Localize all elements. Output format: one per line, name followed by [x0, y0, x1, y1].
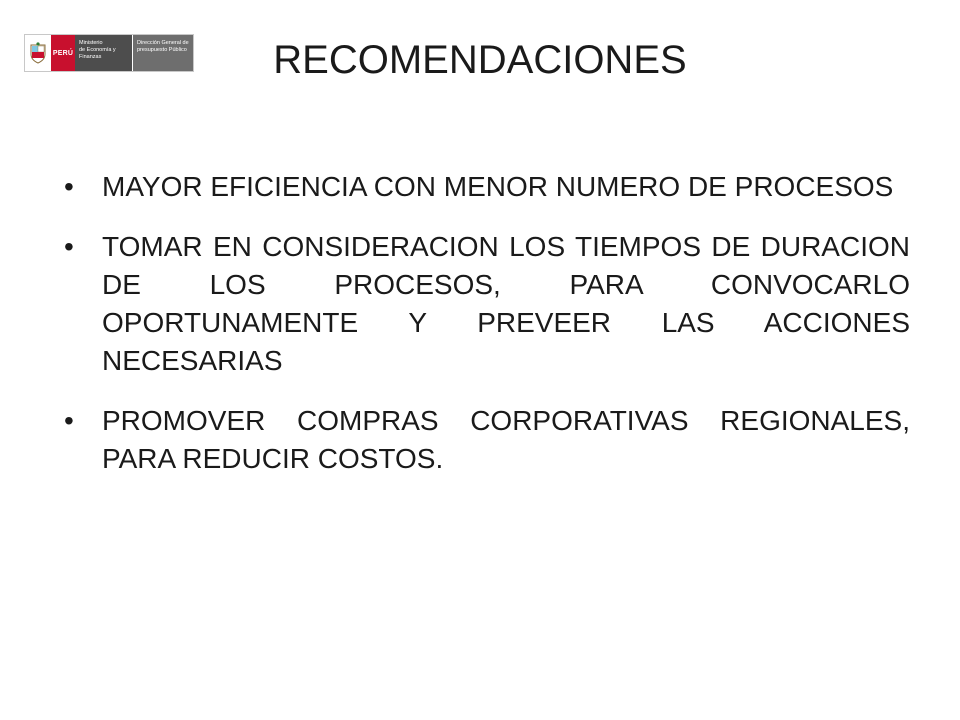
bullet-text: MAYOR EFICIENCIA CON MENOR NUMERO DE PROCESOS — [102, 171, 894, 202]
bullet-item — [62, 228, 910, 380]
bullet-dot: • — [64, 171, 74, 202]
bullet-text: TOMAR EN CONSIDERACION LOS TIEMPOS DE DURACION DE LOS PROCESOS, PARA CONVOCARLO OPORTUNAMENTE Y PREVEER LAS ACCIONES NECESARIAS — [102, 231, 910, 376]
logo-ministry-line2: de Economía y Finanzas — [79, 47, 116, 60]
bullet-list — [62, 168, 910, 500]
bullet-dot: • — [64, 405, 74, 436]
slide-title: RECOMENDACIONES — [273, 38, 687, 82]
bullet-dot: • — [64, 231, 74, 262]
bullet-item — [62, 402, 910, 478]
logo-direction-line2: presupuesto Público — [137, 47, 187, 53]
bullet-text: PROMOVER COMPRAS CORPORATIVAS REGIONALES, PARA REDUCIR COSTOS. — [102, 405, 910, 474]
logo-country-label: PERÚ — [51, 35, 75, 71]
logo-direction-line1: Dirección General de — [137, 40, 189, 46]
logo-ministry-line1: Ministerio — [79, 40, 103, 46]
bullet-item — [62, 168, 910, 206]
